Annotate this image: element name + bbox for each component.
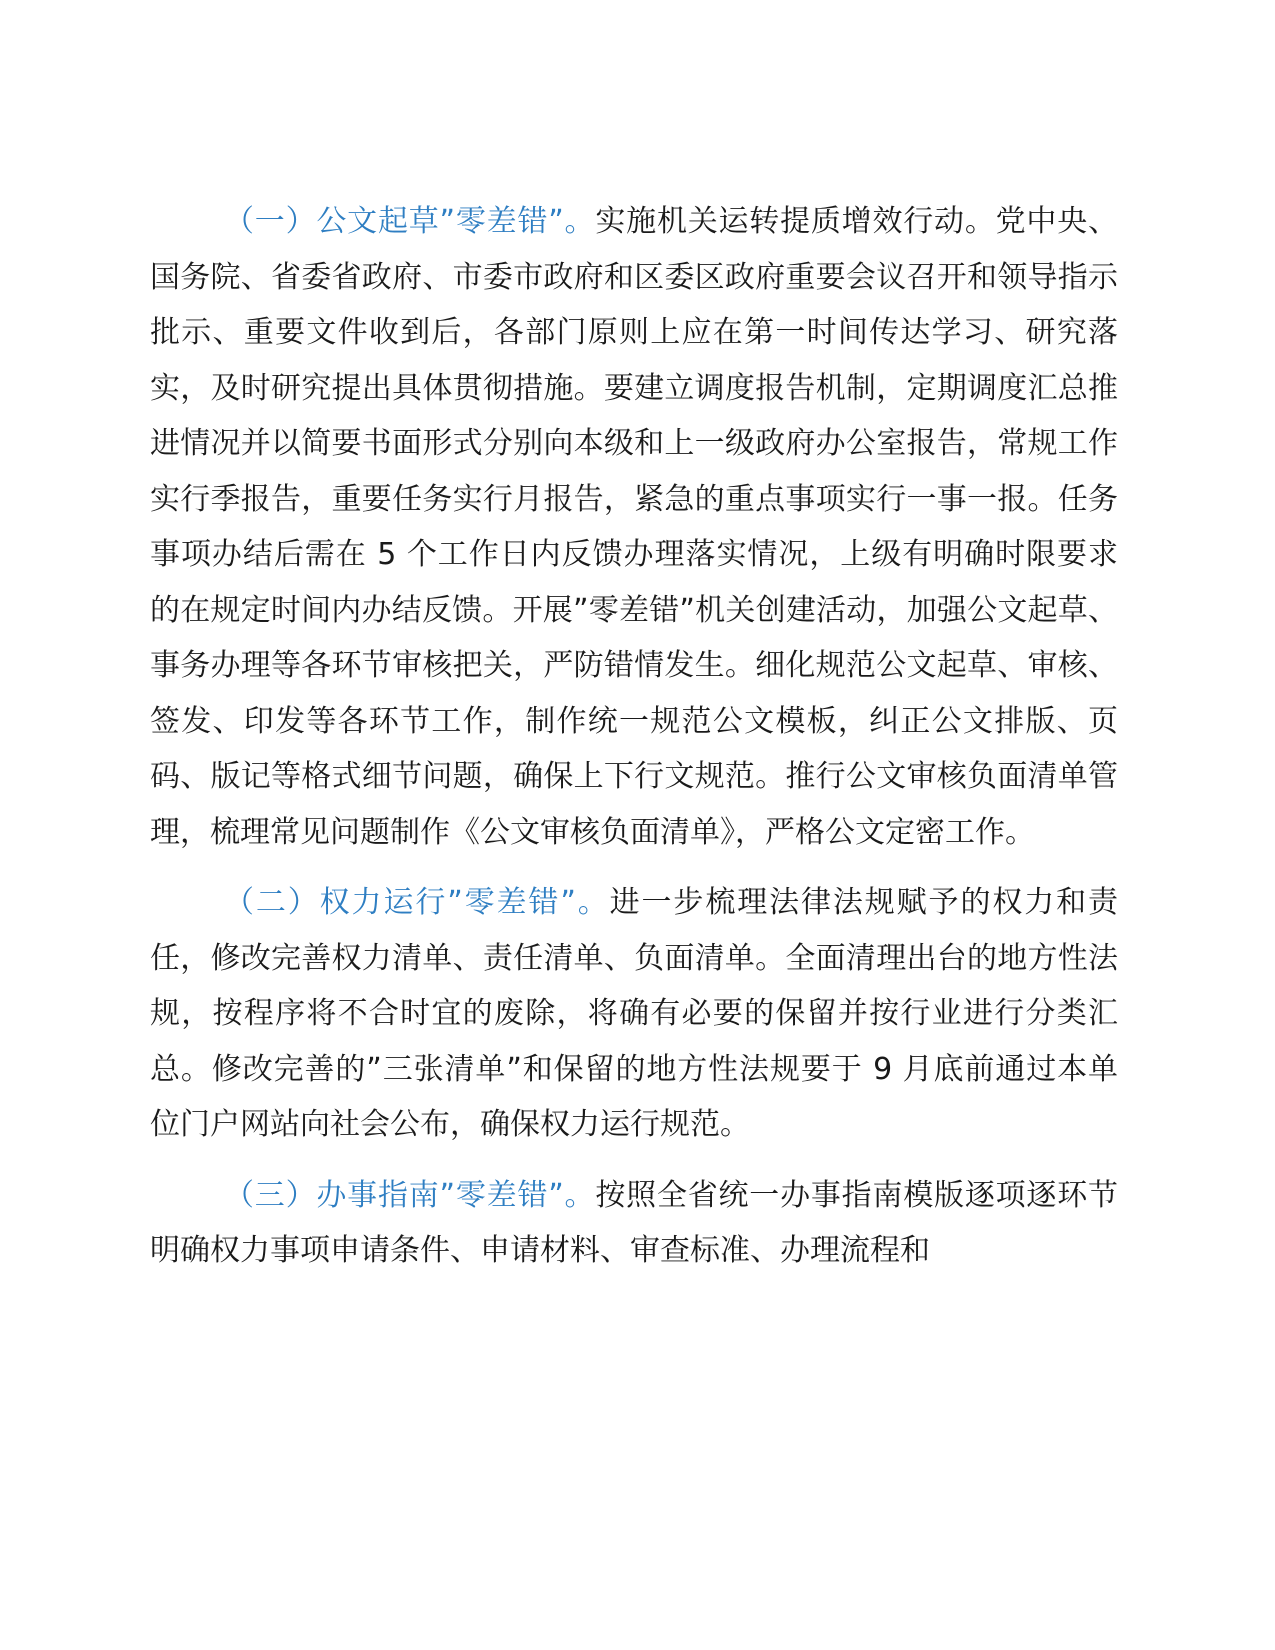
section-text-1: 实施机关运转提质增效行动。党中央、国务院、省委省政府、市委市政府和区委区政府重要会议召开和领导指示批示、重要文件收到后，各部门原则上应在第一时间传达学习、研究落实，及时研究提出具体贯彻措施。要建立调度报告机制，定期调度汇总推进情况并以简要书面形式分别向本级和上一级政府办公室报告，常规工作实行季报告，重要任务实行月报告，紧急的重点事项实行一事一报。任务事项办结后需在 5 个工作日内反馈办理落实情况，上级有明确时限要求的在规定时间内办结反馈。开展”零差错”机关创建活动，加强公文起草、事务办理等各环节审核把关，严防错情发生。细化规范公文起草、审核、签发、印发等各环节工作，制作统一规范公文模板，纠正公文排版、页码、版记等格式细节问题，确保上下行文规范。推行公文审核负面清单管理，梳理常见问题制作《公文审核负面清单》，严格公文定密工作。 xyxy=(150,204,1118,850)
section-paragraph-2 xyxy=(150,875,1118,1153)
section-paragraph-1 xyxy=(150,194,1118,860)
section-heading-2: （二）权力运行”零差错”。 xyxy=(224,885,610,920)
section-heading-3: （三）办事指南”零差错”。 xyxy=(224,1177,596,1213)
section-text-3: 按照全省统一办事指南模版逐项逐环节明确权力事项申请条件、申请材料、审查标准、办理流程和 xyxy=(150,1177,1118,1268)
section-text-2: 进一步梳理法律法规赋予的权力和责任，修改完善权力清单、责任清单、负面清单。全面清理出台的地方性法规，按程序将不合时宜的废除，将确有必要的保留并按行业进行分类汇总。修改完善的”三张清单”和保留的地方性法规要于 9 月底前通过本单位门户网站向社会公布，确保权力运行规范。 xyxy=(150,885,1118,1142)
section-paragraph-3 xyxy=(150,1168,1118,1279)
document-body xyxy=(150,194,1118,1279)
section-heading-1: （一）公文起草”零差错”。 xyxy=(224,204,596,239)
